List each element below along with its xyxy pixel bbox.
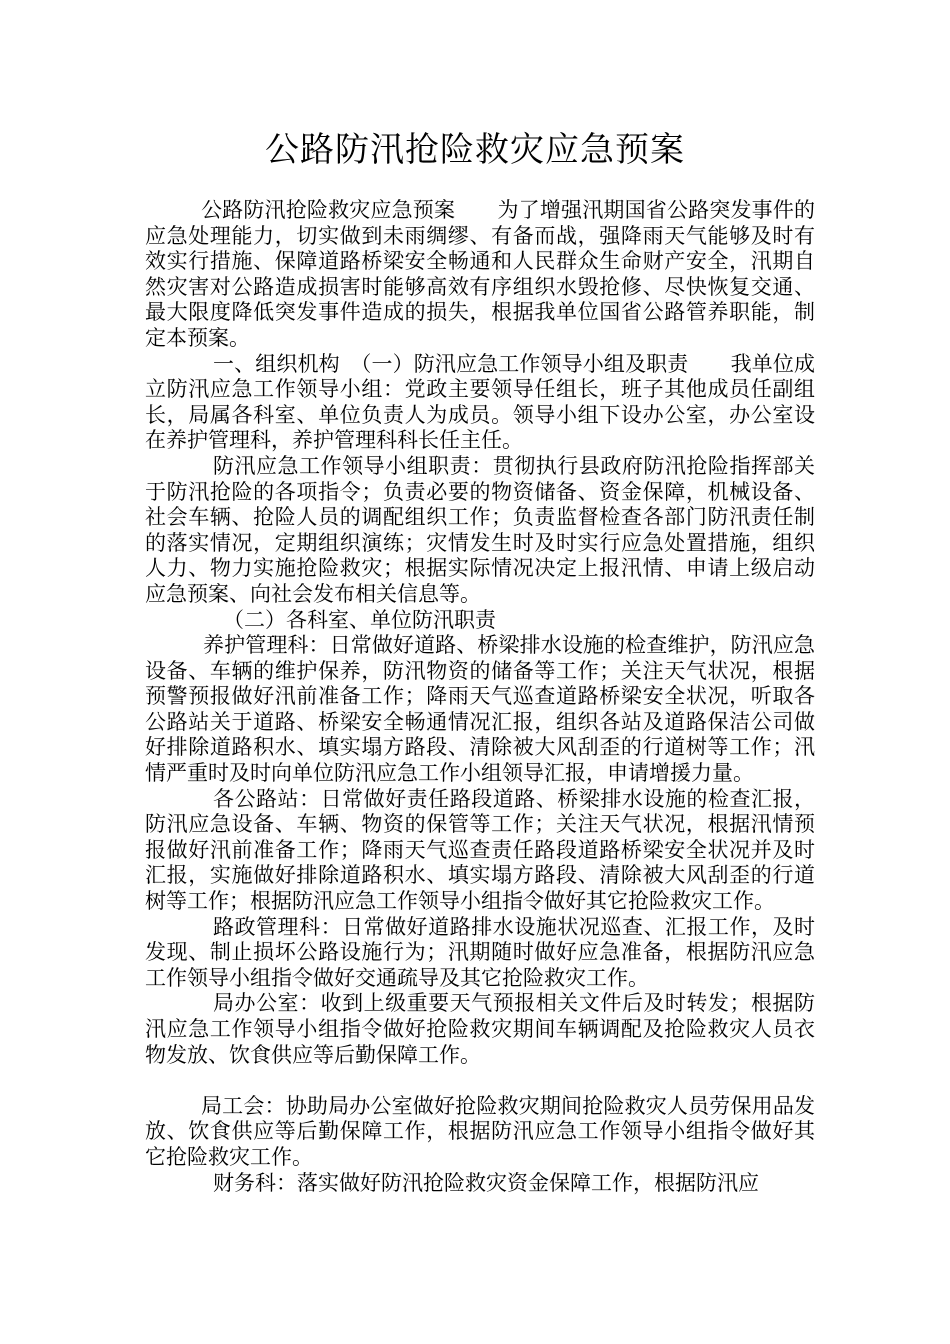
paragraph-finance-dept: 财务科：落实做好防汛抢险救灾资金保障工作，根据防汛应 [213, 1170, 759, 1195]
paragraph-leadership-duties: 防汛应急工作领导小组职责：贯彻执行县政府防汛抢险指挥部关于防汛抢险的各项指令；负责必要的物资储备、资金保障，机械设备、社会车辆、抢险人员的调配组织工作；负责监督检查各部门防汛责任制的落实情况，定期组织演练；灾情发生时及时实行应急处置措施，组织人力、物力实施抢险救灾；根据实际情况决定上报汛情、申请上级启动应急预案、向社会发布相关信息等。 [145, 453, 815, 606]
blank-line [145, 1068, 815, 1094]
paragraph-preface: 公路防汛抢险救灾应急预案 为了增强汛期国省公路突发事件的应急处理能力，切实做到未雨绸缪、有备而战，强降雨天气能够及时有效实行措施、保障道路桥梁安全畅通和人民群众生命财产安全，汛期自然灾害对公路造成损害时能够高效有序组织水毁抢修、尽快恢复交通、最大限度降低突发事件造成的损失，根据我单位国省公路管养职能，制定本预案。 [145, 198, 815, 350]
paragraph-bureau-office: 局办公室：收到上级重要天气预报相关文件后及时转发；根据防汛应急工作领导小组指令做好抢险救灾期间车辆调配及抢险救灾人员衣物发放、饮食供应等后勤保障工作。 [145, 991, 815, 1067]
paragraph-road-stations: 各公路站：日常做好责任路段道路、桥梁排水设施的检查汇报，防汛应急设备、车辆、物资的保管等工作；关注天气状况，根据汛情预报做好汛前准备工作；降雨天气巡查责任路段道路桥梁安全状况并及时汇报，实施做好排除道路积水、填实塌方路段、清除被大风刮歪的行道树等工作；根据防汛应急工作领导小组指令做好其它抢险救灾工作。 [145, 786, 815, 914]
document-body [145, 198, 815, 1196]
paragraph-maintenance-dept: 养护管理科：日常做好道路、桥梁排水设施的检查维护，防汛应急设备、车辆的维护保养，防汛物资的储备等工作；关注天气状况，根据预警预报做好汛前准备工作；降雨天气巡查道路桥梁安全状况，听取各公路站关于道路、桥梁安全畅通情况汇报，组织各站及道路保洁公司做好排除道路积水、填实塌方路段、清除被大风刮歪的行道树等工作；汛情严重时及时向单位防汛应急工作小组领导汇报，申请增援力量。 [145, 633, 815, 786]
paragraph-road-admin: 路政管理科：日常做好道路排水设施状况巡查、汇报工作，及时发现、制止损坏公路设施行为；汛期随时做好应急准备，根据防汛应急工作领导小组指令做好交通疏导及其它抢险救灾工作。 [145, 914, 815, 990]
paragraph-organization: 一、组织机构 （一）防汛应急工作领导小组及职责 我单位成立防汛应急工作领导小组：党政主要领导任组长，班子其他成员任副组长，局属各科室、单位负责人为成员。领导小组下设办公室，办公室设在养护管理科，养护管理科科长任主任。 [145, 351, 815, 453]
paragraph-section-heading: （二）各科室、单位防汛职责 [223, 607, 496, 632]
document-title: 公路防汛抢险救灾应急预案 [265, 130, 685, 170]
paragraph-labor-union: 局工会：协助局办公室做好抢险救灾期间抢险救灾人员劳保用品发放、饮食供应等后勤保障工作，根据防汛应急工作领导小组指令做好其它抢险救灾工作。 [145, 1093, 815, 1169]
